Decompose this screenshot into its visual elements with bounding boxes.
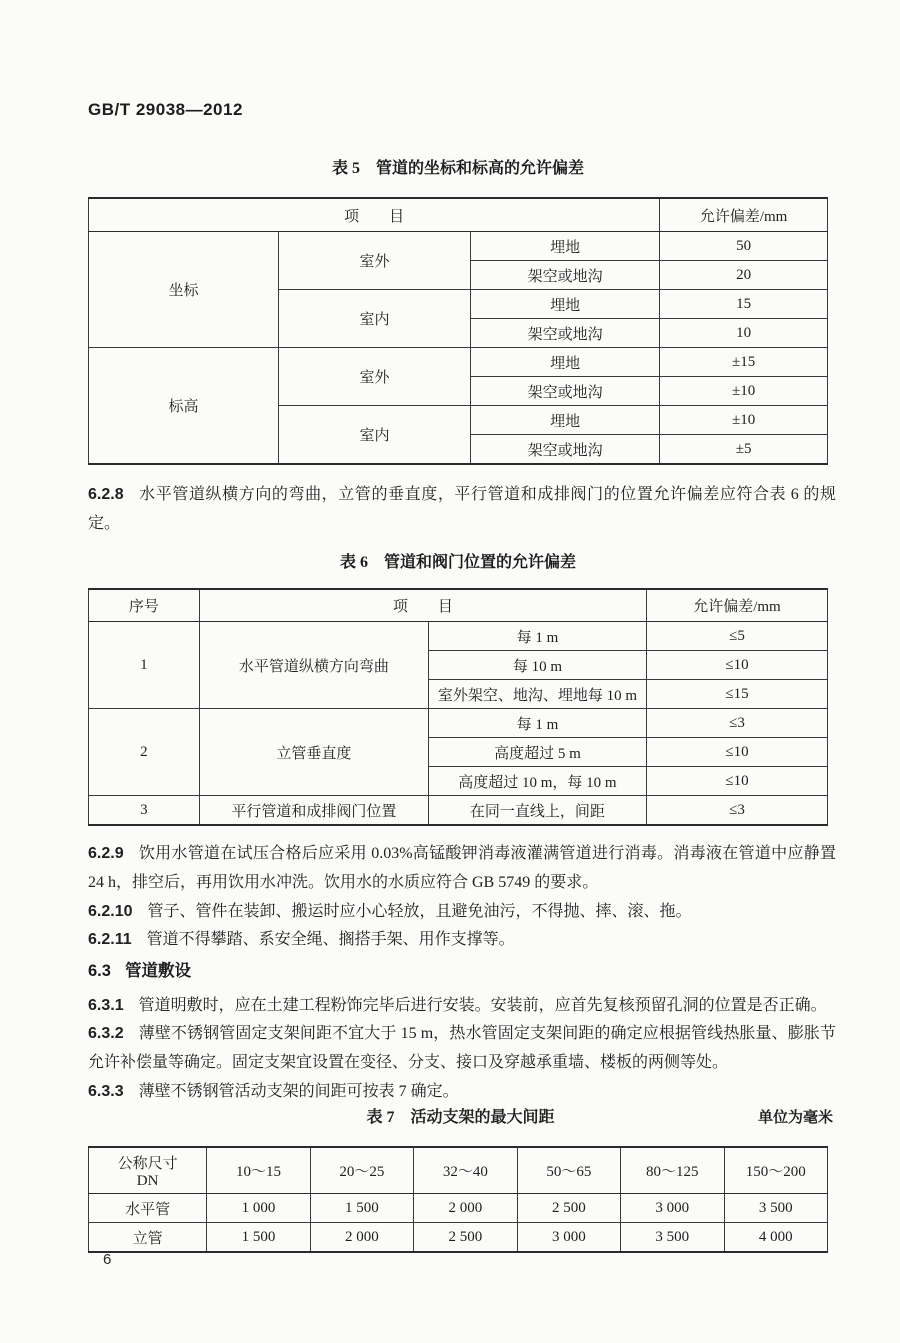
value-cell: ≤10 (646, 651, 827, 680)
table-row (89, 232, 828, 261)
value-cell: 1 000 (207, 1194, 310, 1223)
value-cell: 10 (660, 319, 828, 348)
column-header-size-range: 32～40 (414, 1147, 517, 1194)
value-cell: ±15 (660, 348, 828, 377)
standard-number: GB/T 29038—2012 (88, 100, 243, 119)
section-heading-6-3 (88, 957, 191, 981)
value-cell: 3 000 (517, 1223, 620, 1253)
value-cell: 50 (660, 232, 828, 261)
column-header-index: 序号 (89, 589, 200, 622)
clause-number: 6.2.9 (88, 845, 124, 862)
table5-coordinates-elevation-tolerance (88, 197, 828, 465)
clause-6-3-3 (88, 1077, 836, 1106)
condition-cell: 每 1 m (428, 709, 646, 738)
nominal-size-line2: DN (136, 1172, 159, 1189)
clause-6-3-2 (88, 1019, 836, 1077)
condition-cell: 每 10 m (428, 651, 646, 680)
clause-text: 管道明敷时，应在土建工程粉饰完毕后进行安装。安装前，应首先复核预留孔洞的位置是否正确。 (138, 997, 827, 1014)
table6-caption: 表 6 管道和阀门位置的允许偏差 (339, 554, 576, 571)
page-number: 6 (103, 1251, 112, 1268)
clause-6-2-10 (88, 897, 836, 926)
clause-6-2-11 (88, 925, 836, 954)
condition-cell: 架空或地沟 (471, 319, 660, 348)
clause-number: 6.2.8 (88, 486, 124, 503)
condition-cell: 埋地 (471, 232, 660, 261)
group-label: 标高 (89, 348, 279, 465)
clause-6-3-1 (88, 991, 836, 1020)
clause-text: 薄壁不锈钢管活动支架的间距可按表 7 确定。 (138, 1083, 459, 1100)
value-cell: ≤10 (646, 767, 827, 796)
column-header-item: 项 目 (89, 198, 660, 232)
clause-text: 饮用水管道在试压合格后应采用 0.03%高锰酸钾消毒液灌满管道进行消毒。消毒液在管道中应静置 24 h，排空后，再用饮用水冲洗。饮用水的水质应符合 GB 5749 的要求。 (88, 845, 836, 891)
index-cell: 2 (89, 709, 200, 796)
condition-cell: 架空或地沟 (471, 435, 660, 465)
value-cell: 3 000 (621, 1194, 724, 1223)
value-cell: 2 000 (310, 1223, 413, 1253)
clause-6-2-8 (88, 480, 836, 538)
value-cell: ±10 (660, 406, 828, 435)
section-title: 管道敷设 (124, 962, 191, 980)
value-cell: 2 500 (414, 1223, 517, 1253)
column-header-size-range: 80～125 (621, 1147, 724, 1194)
column-header-size-range: 10～15 (207, 1147, 310, 1194)
column-header-size-range: 150～200 (724, 1147, 828, 1194)
value-cell: 2 000 (414, 1194, 517, 1223)
column-header-size-range: 20～25 (310, 1147, 413, 1194)
clause-6-2-9 (88, 839, 836, 897)
table6-pipe-valve-position-tolerance (88, 588, 828, 826)
value-cell: ≤3 (646, 796, 827, 826)
clause-number: 6.2.10 (88, 903, 133, 920)
value-cell: 20 (660, 261, 828, 290)
table-row (89, 709, 828, 738)
clause-text: 水平管道纵横方向的弯曲，立管的垂直度，平行管道和成排阀门的位置允许偏差应符合表 6 的规定。 (88, 486, 836, 532)
value-cell: 1 500 (310, 1194, 413, 1223)
condition-cell: 埋地 (471, 290, 660, 319)
value-cell: ≤5 (646, 622, 827, 651)
clause-number: 6.3.1 (88, 997, 124, 1014)
item-cell: 立管垂直度 (199, 709, 428, 796)
table-header-row (89, 198, 828, 232)
item-cell: 水平管道纵横方向弯曲 (199, 622, 428, 709)
value-cell: 3 500 (724, 1194, 828, 1223)
nominal-size-line1: 公称尺寸 (117, 1155, 178, 1172)
index-cell: 3 (89, 796, 200, 826)
condition-cell: 埋地 (471, 406, 660, 435)
table-row (89, 348, 828, 377)
clause-text: 薄壁不锈钢管固定支架间距不宜大于 15 m，热水管固定支架间距的确定应根据管线热胀量、膨胀节允许补偿量等确定。固定支架宜设置在变径、分支、接口及穿越承重墙、楼板的两侧等处。 (88, 1025, 836, 1071)
value-cell: 15 (660, 290, 828, 319)
item-cell: 平行管道和成排阀门位置 (199, 796, 428, 826)
subgroup-label: 室外 (278, 232, 470, 290)
table-row (89, 1223, 828, 1253)
row-label: 立管 (89, 1223, 207, 1253)
group-label: 坐标 (89, 232, 279, 348)
clause-text: 管子、管件在装卸、搬运时应小心轻放，且避免油污，不得抛、摔、滚、拖。 (147, 903, 692, 920)
table5-caption: 表 5 管道的坐标和标高的允许偏差 (331, 160, 584, 177)
clause-number: 6.3.2 (88, 1025, 124, 1042)
column-header-item: 项 目 (199, 589, 646, 622)
value-cell: ±10 (660, 377, 828, 406)
condition-cell: 室外架空、地沟、埋地每 10 m (428, 680, 646, 709)
clause-number: 6.2.11 (88, 931, 132, 948)
column-header-tolerance: 允许偏差/mm (646, 589, 827, 622)
value-cell: 2 500 (517, 1194, 620, 1223)
value-cell: ≤3 (646, 709, 827, 738)
table-header-row (89, 1147, 828, 1194)
condition-cell: 埋地 (471, 348, 660, 377)
table7-caption-row (88, 1104, 833, 1127)
value-cell: 1 500 (207, 1223, 310, 1253)
value-cell: 3 500 (621, 1223, 724, 1253)
row-label: 水平管 (89, 1194, 207, 1223)
subgroup-label: 室内 (278, 406, 470, 465)
condition-cell: 每 1 m (428, 622, 646, 651)
section-number: 6.3 (88, 962, 111, 980)
table7-max-support-spacing (88, 1146, 828, 1253)
subgroup-label: 室内 (278, 290, 470, 348)
table-row (89, 1194, 828, 1223)
table-row (89, 796, 828, 826)
column-header-nominal-size (89, 1147, 207, 1194)
table-header-row (89, 589, 828, 622)
subgroup-label: 室外 (278, 348, 470, 406)
value-cell: 4 000 (724, 1223, 828, 1253)
condition-cell: 高度超过 10 m，每 10 m (428, 767, 646, 796)
table7-unit-note: 单位为毫米 (757, 1110, 833, 1126)
clause-text: 管道不得攀踏、系安全绳、搁搭手架、用作支撑等。 (146, 931, 515, 948)
column-header-size-range: 50～65 (517, 1147, 620, 1194)
value-cell: ±5 (660, 435, 828, 465)
value-cell: ≤15 (646, 680, 827, 709)
table-row (89, 622, 828, 651)
column-header-tolerance: 允许偏差/mm (660, 198, 828, 232)
table7-caption: 表 7 活动支架的最大间距 (366, 1109, 555, 1126)
condition-cell: 架空或地沟 (471, 377, 660, 406)
clause-number: 6.3.3 (88, 1083, 124, 1100)
condition-cell: 在同一直线上，间距 (428, 796, 646, 826)
value-cell: ≤10 (646, 738, 827, 767)
condition-cell: 高度超过 5 m (428, 738, 646, 767)
index-cell: 1 (89, 622, 200, 709)
condition-cell: 架空或地沟 (471, 261, 660, 290)
